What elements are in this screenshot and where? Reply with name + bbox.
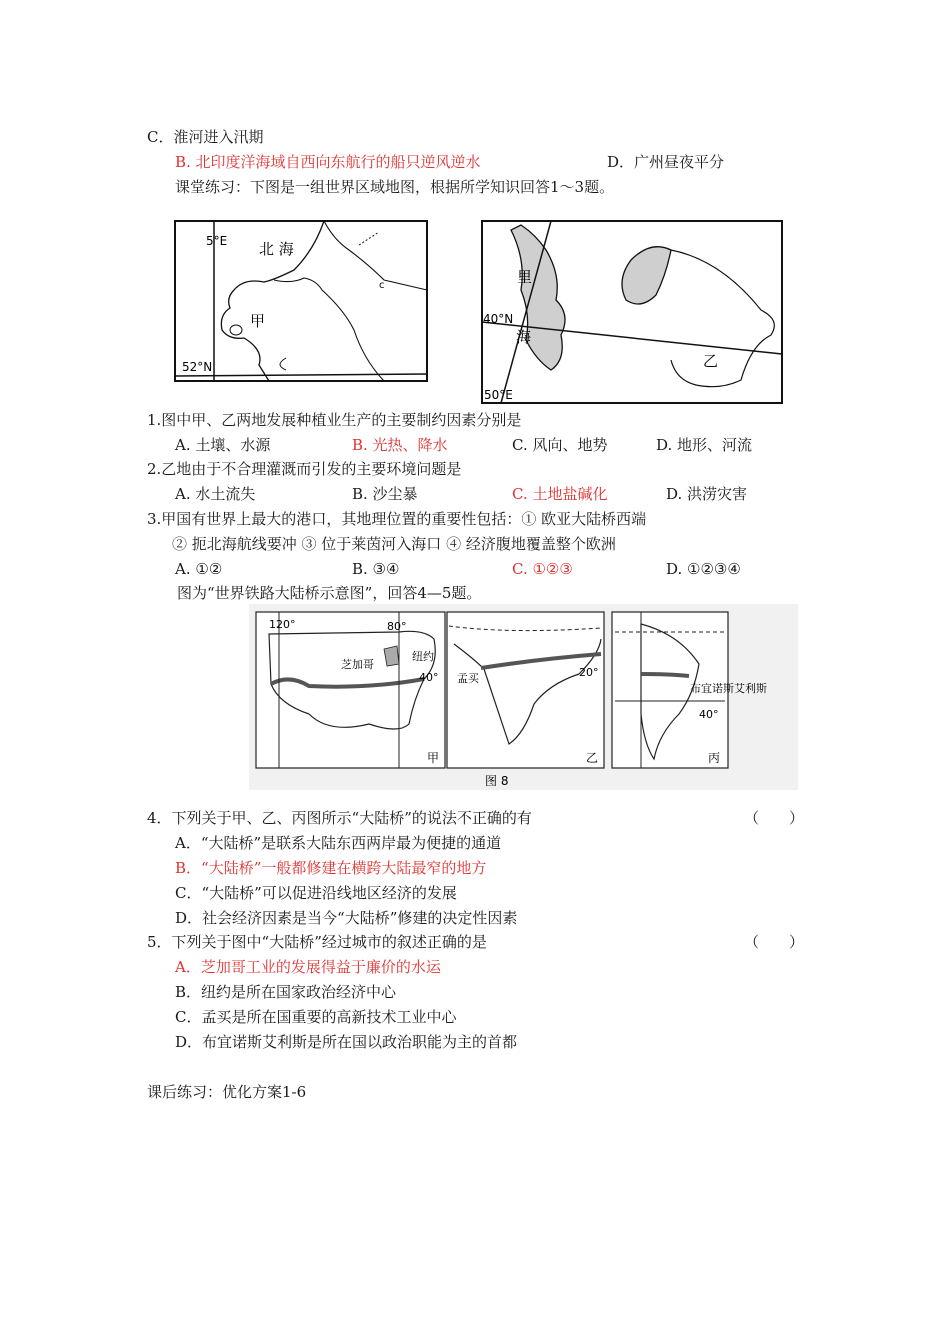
- q3-option-b: B. ③④: [352, 560, 400, 578]
- q5-answer-paren: （ ）: [744, 933, 805, 951]
- q5-option-c: C．孟买是所在国重要的高新技术工业中心: [175, 1008, 457, 1026]
- q2-option-a: A. 水土流失: [175, 485, 256, 503]
- lat40-label: 40°: [419, 671, 439, 684]
- chicago-label: 芝加哥: [341, 658, 374, 671]
- homework-note: 课后练习：优化方案1-6: [147, 1083, 307, 1101]
- lon-label: 5°E: [206, 234, 228, 248]
- q2-stem: 2.乙地由于不合理灌溉而引发的主要环境问题是: [147, 460, 462, 478]
- q2-option-b: B. 沙尘暴: [352, 485, 418, 503]
- panel-yi: [447, 612, 604, 768]
- lat40-label: 40°: [699, 708, 719, 721]
- q1-option-c: C. 风向、地势: [512, 436, 608, 454]
- newyork-label: 纽约: [412, 650, 434, 663]
- railway-bing: [641, 674, 689, 676]
- q2-option-c: C. 土地盐碱化: [512, 485, 608, 503]
- q5-stem: 5．下列关于图中“大陆桥”经过城市的叙述正确的是: [147, 933, 487, 951]
- buenos-aires-label: 布宜诺斯艾利斯: [690, 682, 767, 695]
- lat20-label: 20°: [579, 666, 599, 679]
- caspian-char-1: 里: [517, 268, 533, 286]
- q5-option-b: B．纽约是所在国家政治经济中心: [175, 983, 397, 1001]
- panel-bing-label: 丙: [708, 751, 721, 765]
- q5-option-a: A．芝加哥工业的发展得益于廉价的水运: [175, 958, 441, 976]
- q4-option-c: C．“大陆桥”可以促进沿线地区经济的发展: [175, 884, 457, 902]
- panel-yi-label: 乙: [586, 751, 599, 765]
- q4-stem: 4．下列关于甲、乙、丙图所示“大陆桥”的说法不正确的有: [147, 809, 532, 827]
- q3-stem-line2: ② 扼北海航线要冲 ③ 位于莱茵河入海口 ④ 经济腹地覆盖整个欧洲: [172, 535, 616, 553]
- panel-jia-label: 甲: [427, 751, 440, 765]
- sea-label: 北 海: [259, 240, 294, 258]
- q3-option-c: C. ①②③: [512, 560, 573, 578]
- panel-jia: [256, 612, 445, 768]
- lat-label: 52°N: [182, 360, 213, 374]
- prev-option-c: C．淮河进入汛期: [147, 128, 264, 146]
- lon80-label: 80°: [387, 620, 407, 633]
- q3-option-a: A. ①②: [175, 560, 223, 578]
- map-caspian: [481, 220, 783, 404]
- exercise-intro: 课堂练习：下图是一组世界区域地图，根据所学知识回答1～3题。: [175, 178, 615, 196]
- q4-option-d: D．社会经济因素是当今“大陆桥”修建的决定性因素: [175, 909, 518, 927]
- lon-label: 50°E: [484, 388, 513, 402]
- mark-label: c: [379, 280, 385, 291]
- q3-option-d: D. ①②③④: [666, 560, 741, 578]
- lon120-label: 120°: [269, 618, 296, 631]
- region-jia-label: 甲: [250, 312, 266, 330]
- lat-label: 40°N: [483, 312, 514, 326]
- figure-caption: 图 8: [485, 774, 509, 788]
- q1-stem: 1.图中甲、乙两地发展种植业生产的主要制约因素分别是: [147, 411, 522, 429]
- q4-answer-paren: （ ）: [744, 809, 805, 827]
- q4-option-b: B．“大陆桥”一般都修建在横跨大陆最窄的地方: [175, 859, 487, 877]
- land-bridge-figure: [249, 604, 798, 790]
- mumbai-label: 孟买: [457, 672, 479, 685]
- caspian-char-2: 海: [516, 328, 532, 346]
- q1-option-a: A. 土壤、水源: [175, 436, 271, 454]
- figure-intro: 图为“世界铁路大陆桥示意图”，回答4—5题。: [177, 584, 482, 602]
- q3-stem: 3.甲国有世界上最大的港口，其地理位置的重要性包括：① 欧亚大陆桥西端: [147, 510, 647, 528]
- q1-option-b: B. 光热、降水: [352, 436, 448, 454]
- region-yi-label: 乙: [703, 352, 719, 370]
- q4-option-a: A．“大陆桥”是联系大陆东西两岸最为便捷的通道: [175, 834, 502, 852]
- prev-option-b: B. 北印度洋海域自西向东航行的船只逆风逆水: [175, 153, 481, 171]
- q2-option-d: D. 洪涝灾害: [666, 485, 748, 503]
- prev-option-d: D．广州昼夜平分: [607, 153, 725, 171]
- q5-option-d: D．布宜诺斯艾利斯是所在国以政治职能为主的首都: [175, 1033, 518, 1051]
- q1-option-d: D. 地形、河流: [656, 436, 753, 454]
- map-netherlands: [174, 220, 428, 382]
